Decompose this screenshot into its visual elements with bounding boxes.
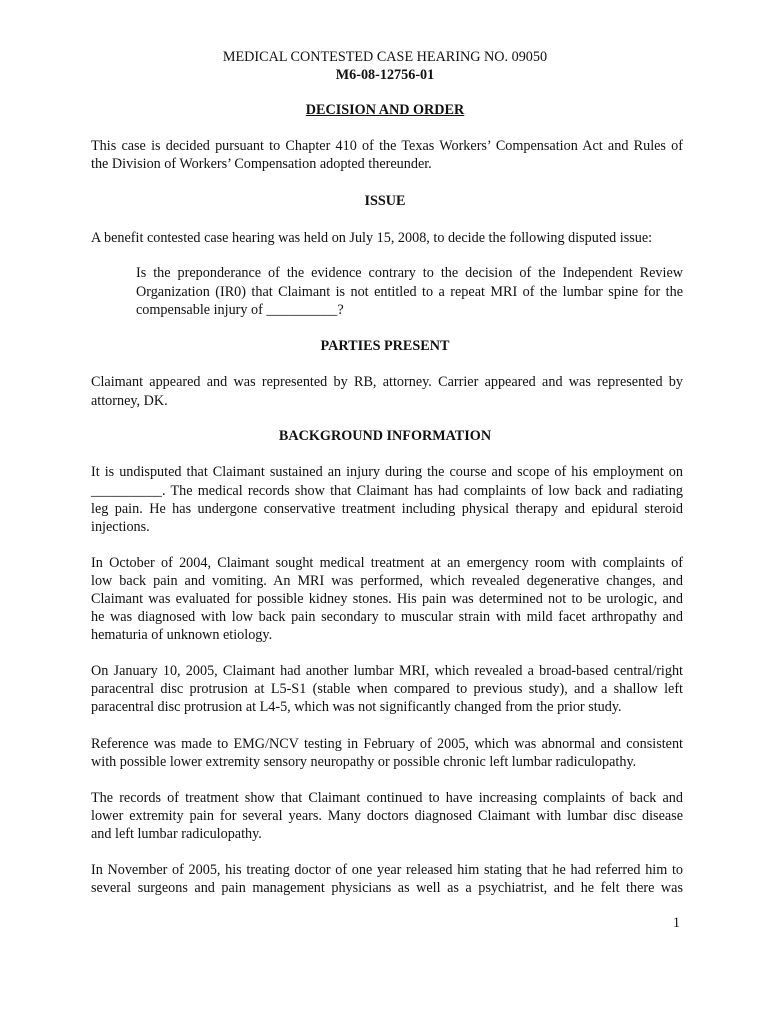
intro-line-1: This case is decided pursuant to Chapter 410 of the Texas Workers’ Compensation Act and Rules of [91,138,683,154]
background-p2-line-1: In October of 2004, Claimant sought medical treatment at an emergency room with complaints of [91,555,683,571]
background-p4-line-2: with possible lower extremity sensory neuropathy or possible chronic left lumbar radiculopathy. [91,754,637,770]
case-number-heading: MEDICAL CONTESTED CASE HEARING NO. 09050 [222,49,548,65]
issue-question-line-3: compensable injury of __________? [136,302,344,318]
background-p5-line-3: and left lumbar radiculopathy. [91,826,262,842]
background-p1-line-1: It is undisputed that Claimant sustained an injury during the course and scope of his employment on [91,464,683,480]
docket-number: M6-08-12756-01 [335,67,435,83]
issue-question-line-2: Organization (IR0) that Claimant is not entitled to a repeat MRI of the lumbar spine for the [136,284,683,300]
parties-line-1: Claimant appeared and was represented by RB, attorney. Carrier appeared and was represented by [91,374,683,390]
issue-heading: ISSUE [364,193,406,209]
background-p2-line-3: Claimant was evaluated for possible kidney stones. His pain was determined not to be urologic, and [91,591,683,607]
background-p3-line-1: On January 10, 2005, Claimant had another lumbar MRI, which revealed a broad-based central/right [91,663,683,679]
background-p2-line-4: he was diagnosed with low back pain secondary to muscular strain with mild facet arthropathy and [91,609,683,625]
background-p2-line-5: hematuria of unknown etiology. [91,627,273,643]
intro-line-2: the Division of Workers’ Compensation adopted thereunder. [91,156,432,172]
background-p3-line-3: paracentral disc protrusion at L4-5, which was not significantly changed from the prior study. [91,699,622,715]
parties-heading: PARTIES PRESENT [320,338,450,354]
background-p3-line-2: paracentral disc protrusion at L5-S1 (stable when compared to previous study), and a shallow left [91,681,683,697]
background-p5-line-2: lower extremity pain for several years. Many doctors diagnosed Claimant with lumbar disc disease [91,808,683,824]
background-p6-line-2: several surgeons and pain management physicians as well as a psychiatrist, and he felt there was [91,880,683,896]
background-p1-line-3: leg pain. He has undergone conservative treatment including physical therapy and epidural steroid [91,501,683,517]
document-title: DECISION AND ORDER [305,102,465,118]
background-p1-line-2: __________. The medical records show that Claimant has had complaints of low back and radiating [91,483,683,499]
background-p1-line-4: injections. [91,519,150,535]
background-p6-line-1: In November of 2005, his treating doctor of one year released him stating that he had referred him to [91,862,683,878]
background-p4-line-1: Reference was made to EMG/NCV testing in February of 2005, which was abnormal and consistent [91,736,683,752]
page-number: 1 [672,915,680,931]
background-p5-line-1: The records of treatment show that Claimant continued to have increasing complaints of back and [91,790,683,806]
parties-line-2: attorney, DK. [91,393,168,409]
issue-statement: A benefit contested case hearing was held on July 15, 2008, to decide the following disputed issue: [91,230,653,246]
background-p2-line-2: low back pain and vomiting. An MRI was performed, which revealed degenerative changes, and [91,573,683,589]
issue-question-line-1: Is the preponderance of the evidence contrary to the decision of the Independent Review [136,265,683,281]
background-heading: BACKGROUND INFORMATION [278,428,492,444]
